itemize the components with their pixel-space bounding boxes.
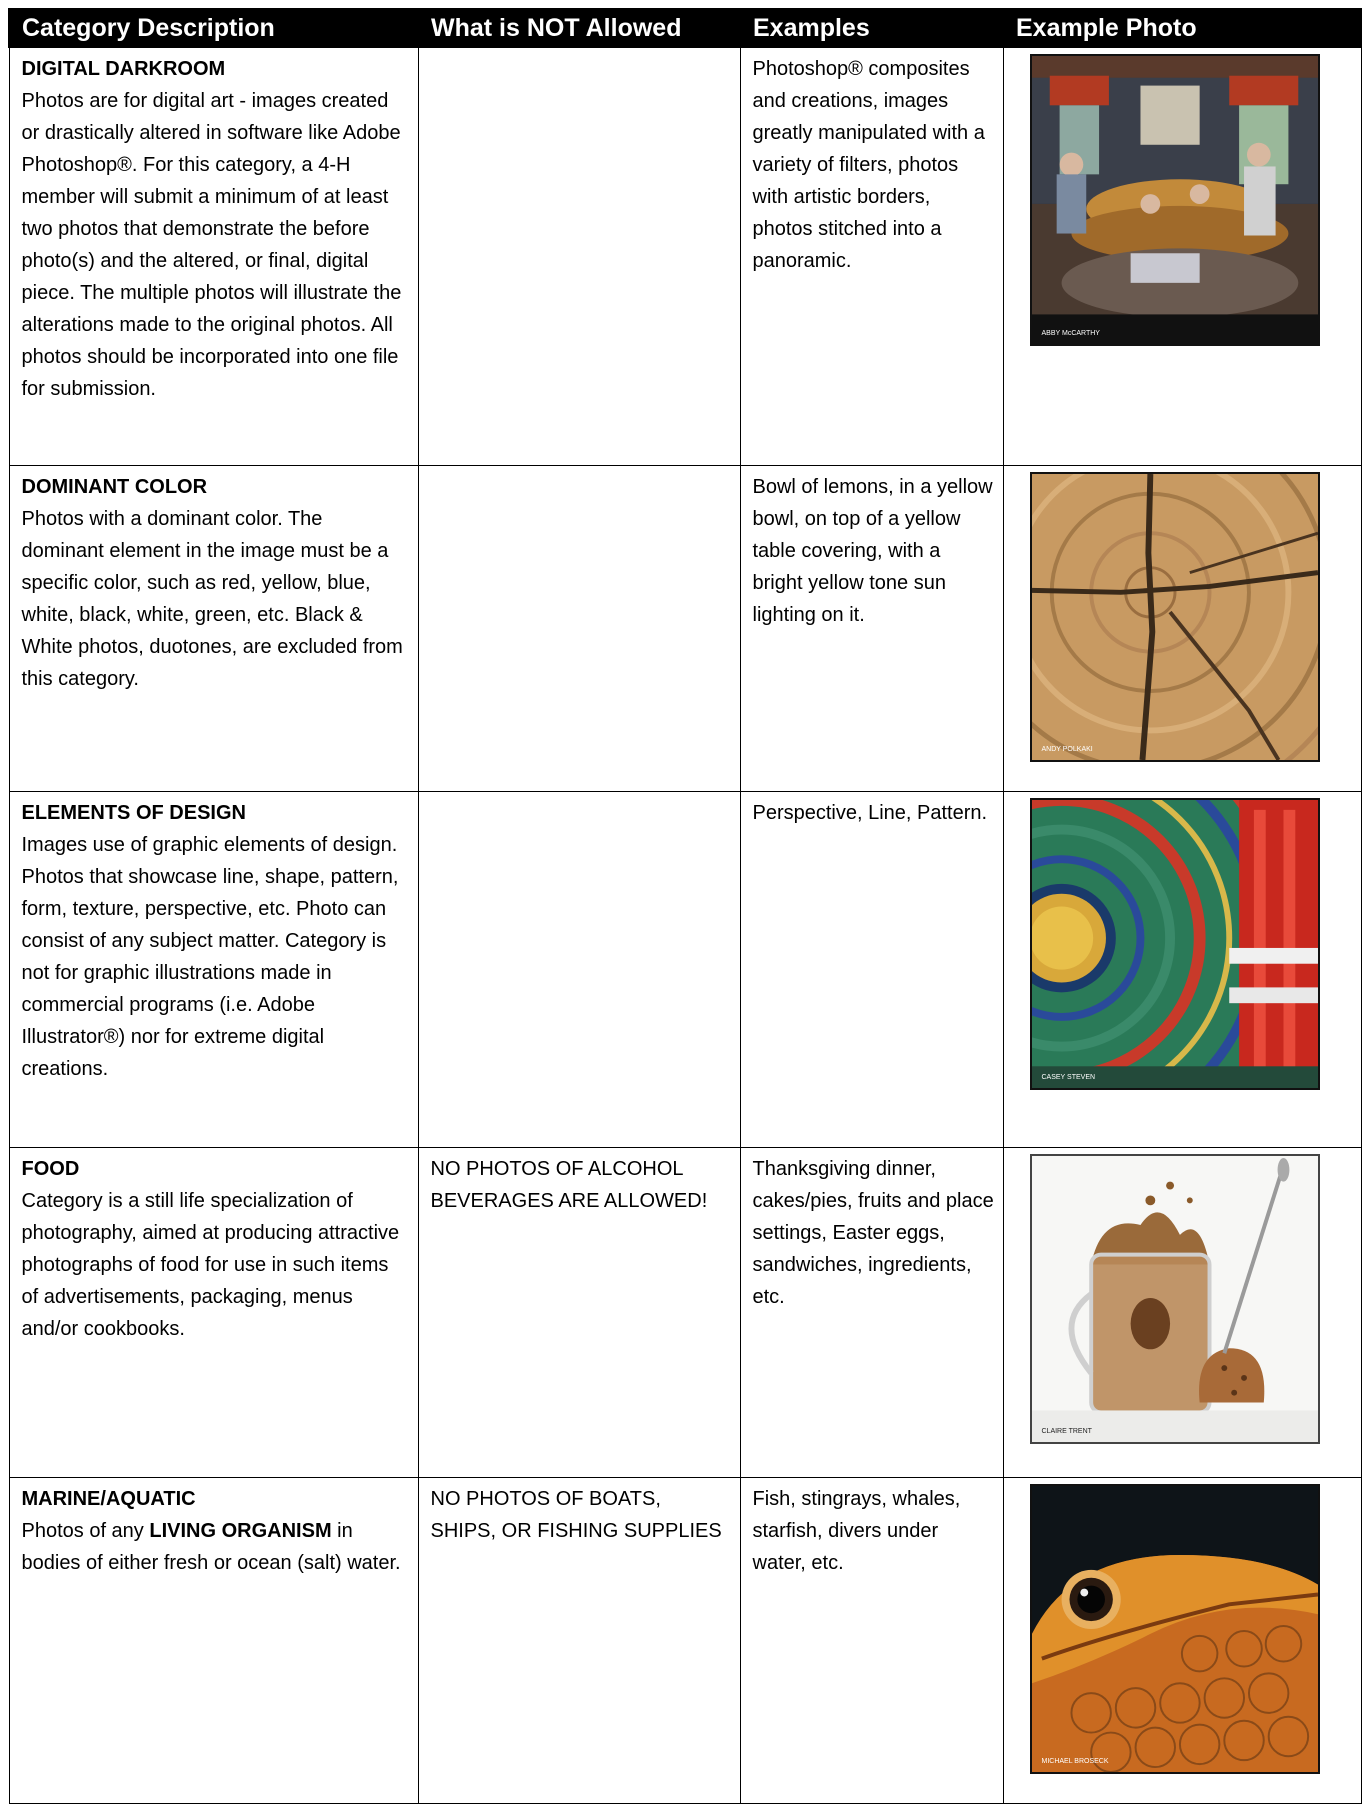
- table-row: [9, 1477, 1361, 1803]
- coffee-muffin-photo: [1030, 1154, 1320, 1444]
- category-description: Photos of any LIVING ORGANISM in bodies of either fresh or ocean (salt) water.: [21, 1519, 401, 1574]
- examples-cell: Bowl of lemons, in a yellow bowl, on top of a yellow table covering, with a bright yellow tone sun lighting on it.: [740, 465, 1003, 791]
- not-allowed-cell: NO PHOTOS OF BOATS, SHIPS, OR FISHING SUPPLIES: [418, 1477, 740, 1803]
- category-description: Category is a still life specialization of photography, aimed at producing attractive photographs of food for use in such items of advertisements, packaging, menus and/or cookbooks.: [21, 1189, 400, 1340]
- category-description-cell: [9, 47, 418, 465]
- lizard-closeup-photo: [1030, 1484, 1320, 1774]
- category-description-cell: [9, 465, 418, 791]
- header-not-allowed: What is NOT Allowed: [418, 9, 740, 47]
- examples-cell: Thanksgiving dinner, cakes/pies, fruits and place settings, Easter eggs, sandwiches, ingredients, etc.: [740, 1147, 1003, 1477]
- category-description-cell: [9, 1477, 418, 1803]
- example-photo-cell: [1003, 791, 1361, 1147]
- table-row: [9, 47, 1361, 465]
- example-photo-cell: [1003, 1147, 1361, 1477]
- category-description: Photos are for digital art - images created or drastically altered in software like Adobe Photoshop®. For this category, a 4-H member will submit a minimum of at least two photos that demonstrate the before photo(s) and the altered, or final, digital piece. The multiple photos will illustrate the alterations made to the original photos. All photos should be incorporated into one file for submission.: [21, 90, 402, 400]
- header-examples: Examples: [740, 9, 1003, 47]
- table-row: [9, 465, 1361, 791]
- photo-graphic: [1032, 1486, 1318, 1772]
- photo-caption: CLAIRE TRENT: [1041, 1427, 1092, 1435]
- photo-caption: ABBY McCARTHY: [1041, 330, 1100, 337]
- photo-caption: MICHAEL BROSECK: [1041, 1757, 1109, 1765]
- photo-graphic: [1032, 56, 1318, 344]
- example-photo-cell: [1003, 1477, 1361, 1803]
- category-description-cell: [9, 1147, 418, 1477]
- category-name: DOMINANT COLOR: [21, 475, 208, 498]
- photo-caption: CASEY STEVEN: [1041, 1073, 1096, 1081]
- table-row: [9, 1147, 1361, 1477]
- category-name: ELEMENTS OF DESIGN: [21, 801, 246, 824]
- category-description: Photos with a dominant color. The dominant element in the image must be a specific color, such as red, yellow, blue, white, black, white, green, etc. Black & White photos, duotones, are excluded from this category.: [21, 507, 403, 690]
- examples-cell: Photoshop® composites and creations, images greatly manipulated with a variety of filters, photos with artistic borders, photos stitched into a panoramic.: [740, 47, 1003, 465]
- examples-cell: Fish, stingrays, whales, starfish, divers under water, etc.: [740, 1477, 1003, 1803]
- not-allowed-cell: [418, 791, 740, 1147]
- photo-category-table: [8, 8, 1362, 1804]
- not-allowed-cell: [418, 465, 740, 791]
- ornate-ceiling-pattern-photo: [1030, 798, 1320, 1090]
- not-allowed-cell: NO PHOTOS OF ALCOHOL BEVERAGES ARE ALLOWED!: [418, 1147, 740, 1477]
- photo-graphic: [1032, 474, 1318, 760]
- example-photo-cell: [1003, 465, 1361, 791]
- tree-stump-rings-photo: [1030, 472, 1320, 762]
- examples-cell: Perspective, Line, Pattern.: [740, 791, 1003, 1147]
- header-example-photo: Example Photo: [1003, 9, 1361, 47]
- category-description-cell: [9, 791, 418, 1147]
- category-name: DIGITAL DARKROOM: [21, 58, 226, 80]
- photo-caption: ANDY POLKAKI: [1041, 745, 1093, 753]
- not-allowed-cell: [418, 47, 740, 465]
- category-name: MARINE/AQUATIC: [21, 1487, 196, 1510]
- table-row: [9, 791, 1361, 1147]
- category-description: Images use of graphic elements of design. Photos that showcase line, shape, pattern, form, texture, perspective, etc. Photo can consist of any subject matter. Category is not for graphic illustrations made in commercial programs (i.e. Adobe Illustrator®) nor for extreme digital creations.: [21, 833, 399, 1080]
- living-room-group-photo: [1030, 54, 1320, 346]
- photo-graphic: [1032, 1156, 1318, 1442]
- example-photo-cell: [1003, 47, 1361, 465]
- table-header-row: [9, 9, 1361, 47]
- header-category-description: Category Description: [9, 9, 418, 47]
- photo-graphic: [1032, 800, 1318, 1088]
- category-name: FOOD: [21, 1157, 80, 1180]
